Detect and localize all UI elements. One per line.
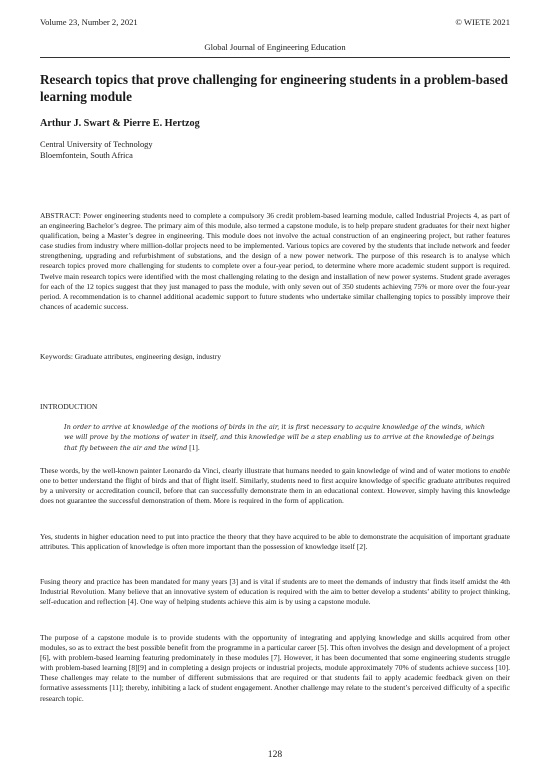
header-divider <box>40 57 510 58</box>
quote-text: In order to arrive at knowledge of the motions of birds in the air, it is first necessary to acquire knowledge of the winds, which we will prove by the motions of water in itself, and this knowledge will be a step enabling us to arrive at the knowledge of beings that fly between the air and the wind <box>64 423 495 452</box>
intro-paragraph-1 <box>40 466 510 506</box>
section-heading-introduction: INTRODUCTION <box>40 402 98 411</box>
keywords-line: Keywords: Graduate attributes, engineering design, industry <box>40 352 221 361</box>
epigraph-quote <box>64 422 496 453</box>
abstract-paragraph: ABSTRACT: Power engineering students need to complete a compulsory 36 credit problem-based learning module, called Industrial Projects 4, as part of an engineering Bachelor’s degree. The primary aim of this module, also termed a capstone module, is to help prepare student graduates for their next higher qualification, being a Master’s degree in engineering. This module does not involve the actual construction of an engineering project, but rather features case studies from industry where million-dollar projects need to be implemented. Various topics are covered by the students that include network and feeder strengthening, upgrading and refurbishment of substations, and the design of a new power network. The purpose of this research is to analyse which research topics proved more challenging for students to complete over a four-year period, to determine where more academic student support is required. Twelve main research topics were identified with the most challenging relating to the design and installation of new power systems. Student grade averages for each of the 12 topics suggest that they just managed to pass the module, with only seven out of 350 students achieving 75% or more over the four-year period. A recommendation is to channel additional academic support to future students who undertake similar challenging topics to possibly improve their chances of academic success. <box>40 211 510 311</box>
affiliation <box>40 139 153 161</box>
copyright-notice: © WIETE 2021 <box>455 17 510 27</box>
author-names: Arthur J. Swart & Pierre E. Hertzog <box>40 118 200 129</box>
institution-location: Bloemfontein, South Africa <box>40 151 133 160</box>
paragraph-1-start: These words, by the well-known painter Leonardo da Vinci, clearly illustrate that humans needed to gain knowledge of wind and of water motions to <box>40 466 490 475</box>
intro-paragraph-3: Fusing theory and practice has been mandated for many years [3] and is vital if students are to meet the demands of industry that finds itself amidst the 4th Industrial Revolution. Many believe that an innovative system of education is required with the aim to better develop a students’ ability to project thinking, self-education and reflection [4]. One way of helping students achieve this aim is by using a capstone module. <box>40 577 510 607</box>
paragraph-1-end: one to better understand the flight of birds and that of flight itself. Similarly, students need to first acquire knowledge of specific graduate attributes required by a university or accreditation council, before that can successfully demonstrate them in an educational context. However, simply having this knowledge does not guarantee the successful demonstration of them. More is required in the form of application. <box>40 476 510 506</box>
emphasis-enable: enable <box>490 466 510 475</box>
quote-reference: [1]. <box>187 442 200 452</box>
page-number: 128 <box>267 749 283 760</box>
volume-info: Volume 23, Number 2, 2021 <box>40 17 138 27</box>
journal-name: Global Journal of Engineering Education <box>204 42 346 52</box>
intro-paragraph-4: The purpose of a capstone module is to provide students with the opportunity of integrating and applying knowledge and skills acquired from other modules, so as to extract the best possible benefit from the programme in a particular career [5]. This often involves the design and development of a project [6], with problem-based learning featuring predominately in these modules [7]. However, it has been documented that some engineering students struggle with problem-based learning [8][9] and in completing a design projects or industrial projects, module approximately 70% of students achieve success [10]. These challenges may relate to the number of different submissions that are required or that students fail to apply academic feedback given on their formative assessments [11]; thereby, inhibiting a lack of student engagement. Another challenge may relate to the student’s perceived difficulty of a specific research topic. <box>40 633 510 703</box>
paper-title: Research topics that prove challenging for engineering students in a problem-based learning module <box>40 72 508 104</box>
intro-paragraph-2: Yes, students in higher education need to put into practice the theory that they have acquired to be able to demonstrate the acquisition of important graduate attributes. This application of knowledge is often more important than the possession of knowledge itself [2]. <box>40 532 510 552</box>
institution-name: Central University of Technology <box>40 140 153 149</box>
